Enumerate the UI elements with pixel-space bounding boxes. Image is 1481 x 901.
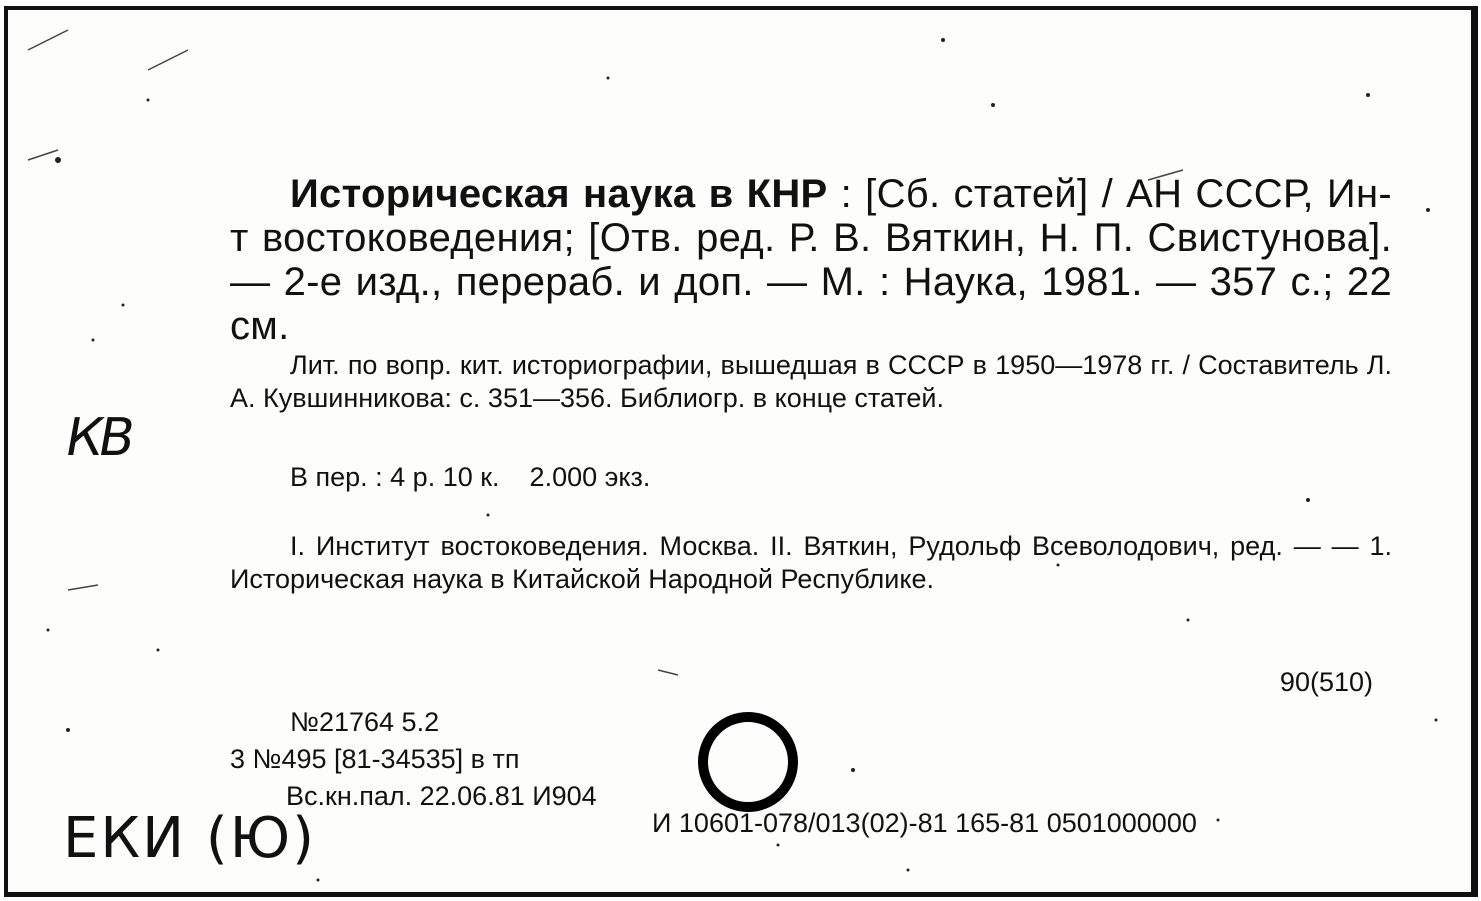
- chamber-info: Вс.кн.пал. 22.06.81 И904: [286, 781, 597, 811]
- handwritten-mark-bottom: ЕКИ (Ю): [63, 806, 316, 871]
- bibliography-note: Лит. по вопр. кит. историографии, вышедшая в СССР в 1950—1978 гг. / Составитель Л. А. Кувшинникова: с. 351—356. Библиогр. в конце статей.: [230, 350, 1392, 413]
- order-number: №21764 5.2: [290, 707, 440, 737]
- handwritten-mark-left: КВ: [60, 408, 136, 468]
- stamp-circle-icon: [696, 710, 800, 814]
- print-number: 3 №495 [81-34535] в тп: [230, 744, 520, 774]
- price-and-print-run: В пер. : 4 р. 10 к. 2.000 экз.: [290, 462, 651, 492]
- bibliographic-details: : [Сб. статей] / АН СССР, Ин-т востоковедения; [Отв. ред. Р. В. Вяткин, Н. П. Свистунова]. — 2-е изд., перераб. и доп. — М. : Наука, 1981. — 357 с.; 22 см.: [230, 172, 1392, 348]
- bibliographic-entry: [230, 172, 1392, 348]
- book-title: Историческая наука в КНР: [290, 172, 828, 216]
- catalog-card: [4, 6, 1478, 897]
- index-line: И 10601-078/013(02)-81 165-81 0501000000: [652, 808, 1197, 838]
- classification-code: 90(510): [1279, 667, 1373, 697]
- tracings: I. Институт востоковедения. Москва. II. Вяткин, Рудольф Всеволодович, ред. — — 1. Историческая наука в Китайской Народной Республике.: [230, 531, 1392, 594]
